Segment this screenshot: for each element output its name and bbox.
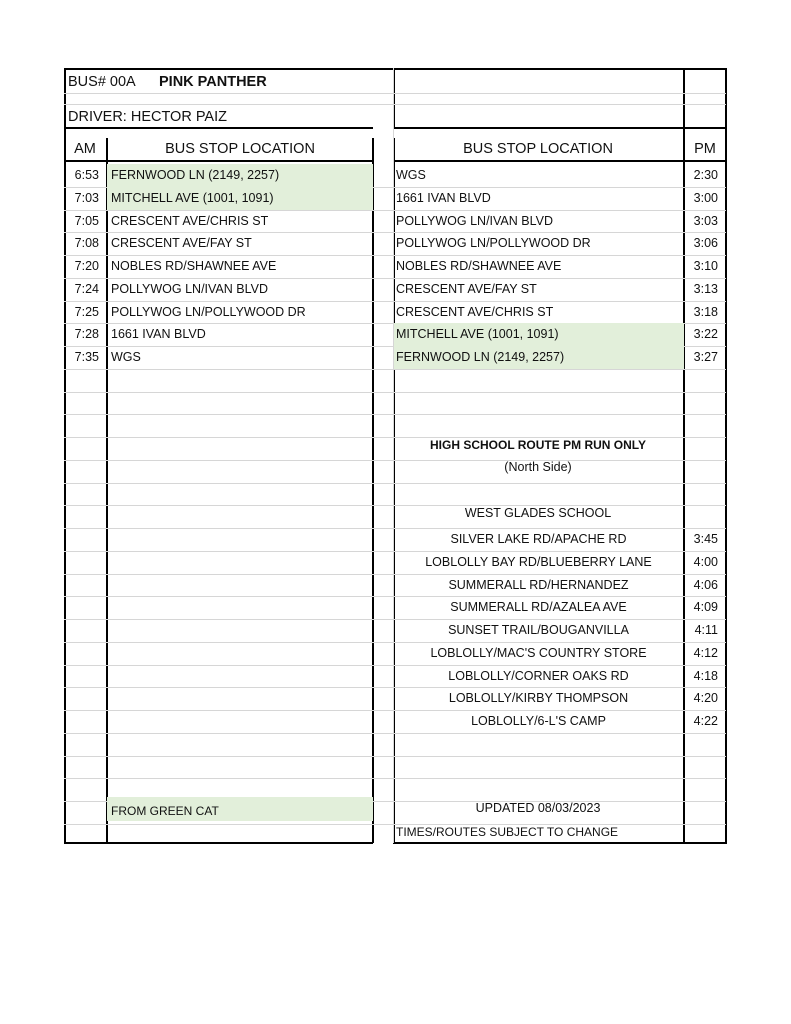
border-line	[393, 160, 726, 162]
hs-stop-location: SILVER LAKE RD/APACHE RD	[450, 532, 627, 546]
high-school-route-subtitle: (North Side)	[504, 460, 572, 474]
hs-stop-location: LOBLOLLY/KIRBY THOMPSON	[448, 691, 629, 706]
pm-stop-location: POLLYWOG LN/IVAN BLVD	[396, 213, 553, 228]
border-line	[725, 68, 727, 844]
high-school-origin: WEST GLADES SCHOOL	[464, 506, 612, 520]
pm-stop-location: FERNWOOD LN (2149, 2257)	[396, 350, 565, 364]
am-stop-location: WGS	[111, 350, 141, 364]
border-line	[393, 127, 726, 129]
am-location-header: BUS STOP LOCATION	[165, 141, 315, 157]
gridline	[64, 414, 726, 415]
pm-stop-location: NOBLES RD/SHAWNEE AVE	[396, 259, 562, 273]
hs-stop-time: 4:22	[693, 714, 718, 728]
hs-stop-time: 4:18	[693, 668, 718, 683]
hs-stop-location: SUMMERALL RD/HERNANDEZ	[448, 577, 629, 592]
pm-stop-location: POLLYWOG LN/POLLYWOOD DR	[396, 236, 591, 251]
am-stop-location: MITCHELL AVE (1001, 1091)	[111, 190, 274, 205]
border-line	[106, 138, 108, 843]
pm-stop-time: 3:00	[693, 190, 718, 205]
pm-stop-time: 3:06	[693, 236, 718, 251]
bus-number: BUS# 00A	[68, 74, 136, 90]
am-stop-location: POLLYWOG LN/POLLYWOOD DR	[111, 304, 306, 319]
bus-name: PINK PANTHER	[159, 74, 267, 90]
pm-stop-time: 2:30	[693, 168, 718, 182]
hs-stop-time: 4:12	[693, 645, 718, 660]
pm-stop-location: CRESCENT AVE/FAY ST	[396, 281, 537, 296]
pm-stop-time: 3:22	[693, 327, 718, 342]
am-stop-time: 6:53	[74, 168, 99, 182]
high-school-route-title: HIGH SCHOOL ROUTE PM RUN ONLY	[429, 438, 647, 452]
am-stop-location: NOBLES RD/SHAWNEE AVE	[111, 259, 277, 273]
hs-stop-time: 4:11	[694, 623, 718, 637]
gridline	[64, 778, 726, 779]
gridline	[64, 104, 726, 105]
hs-stop-location: SUNSET TRAIL/BOUGANVILLA	[448, 623, 629, 637]
updated-date: UPDATED 08/03/2023	[475, 801, 601, 815]
am-stop-location: 1661 IVAN BLVD	[111, 327, 206, 342]
am-column-header: AM	[74, 141, 96, 157]
am-stop-time: 7:03	[74, 190, 99, 205]
gridline	[64, 93, 726, 94]
gridline	[64, 483, 726, 484]
pm-stop-time: 3:18	[693, 304, 718, 319]
pm-stop-time: 3:03	[693, 213, 718, 228]
am-stop-time: 7:28	[74, 327, 99, 342]
hs-stop-location: LOBLOLLY/MAC'S COUNTRY STORE	[430, 645, 647, 660]
hs-stop-time: 4:20	[693, 691, 718, 706]
hs-stop-time: 4:06	[693, 577, 718, 592]
gridline	[64, 733, 726, 734]
am-stop-location: CRESCENT AVE/FAY ST	[111, 236, 252, 251]
am-stop-time: 7:05	[74, 213, 99, 228]
pm-stop-time: 3:10	[693, 259, 718, 273]
gridline	[64, 824, 726, 825]
am-stop-time: 7:08	[74, 236, 99, 251]
pm-stop-location: MITCHELL AVE (1001, 1091)	[396, 327, 559, 342]
hs-stop-time: 4:00	[693, 554, 718, 569]
border-line	[64, 160, 373, 162]
am-stop-time: 7:20	[74, 259, 99, 273]
border-line	[372, 138, 374, 843]
am-stop-time: 7:35	[74, 350, 99, 364]
hs-stop-time: 4:09	[693, 600, 718, 615]
border-line	[64, 68, 726, 70]
hs-stop-time: 3:45	[693, 532, 718, 546]
pm-stop-time: 3:27	[693, 350, 718, 364]
driver-name: DRIVER: HECTOR PAIZ	[68, 109, 227, 125]
pm-stop-location: 1661 IVAN BLVD	[396, 190, 491, 205]
am-stop-time: 7:24	[74, 281, 99, 296]
from-green-cat-note: FROM GREEN CAT	[111, 804, 219, 818]
pm-stop-location: CRESCENT AVE/CHRIS ST	[396, 304, 554, 319]
hs-stop-location: LOBLOLLY BAY RD/BLUEBERRY LANE	[425, 554, 652, 569]
gridline	[64, 392, 726, 393]
am-stop-location: POLLYWOG LN/IVAN BLVD	[111, 281, 268, 296]
gridline	[64, 369, 726, 370]
pm-stop-time: 3:13	[693, 281, 718, 296]
am-stop-time: 7:25	[74, 304, 99, 319]
am-stop-location: FERNWOOD LN (2149, 2257)	[111, 168, 280, 182]
pm-column-header: PM	[694, 141, 716, 157]
hs-stop-location: LOBLOLLY/CORNER OAKS RD	[448, 668, 629, 683]
pm-stop-location: WGS	[396, 168, 426, 182]
hs-stop-location: LOBLOLLY/6-L'S CAMP	[471, 714, 606, 728]
gridline	[64, 756, 726, 757]
hs-stop-location: SUMMERALL RD/AZALEA AVE	[450, 600, 627, 615]
subject-to-change-note: TIMES/ROUTES SUBJECT TO CHANGE	[396, 825, 619, 839]
border-line	[64, 842, 373, 844]
pm-location-header: BUS STOP LOCATION	[463, 141, 613, 157]
am-stop-location: CRESCENT AVE/CHRIS ST	[111, 213, 269, 228]
